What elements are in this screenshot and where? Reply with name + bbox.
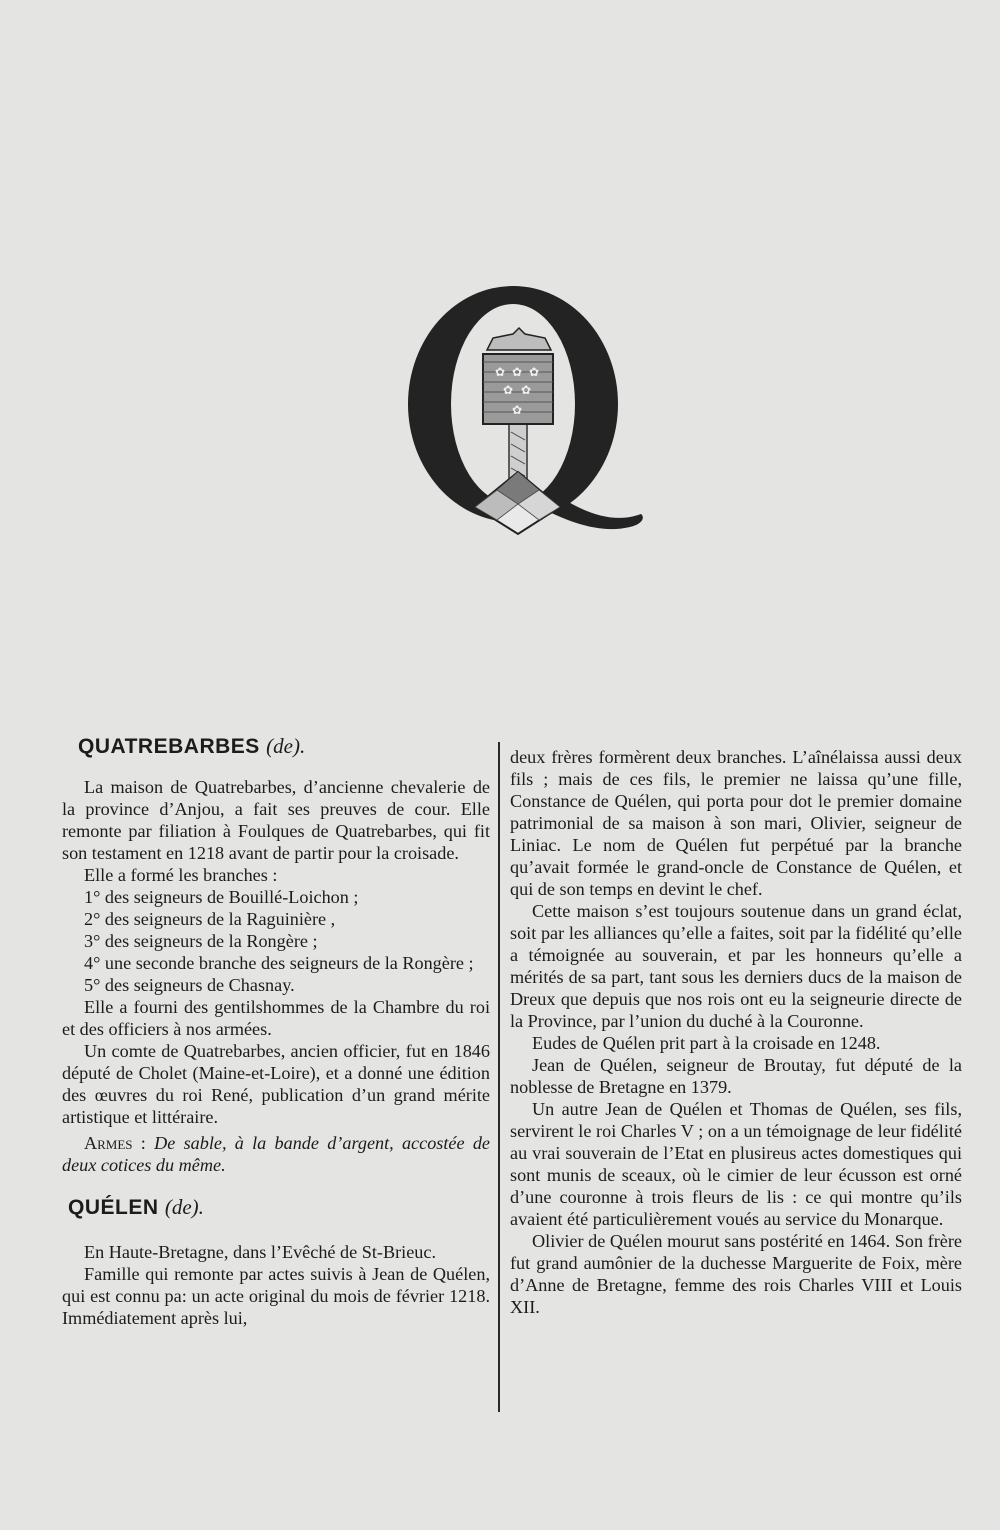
coat-of-arms-icon: [483, 328, 553, 424]
entry-name: QUÉLEN: [68, 1196, 159, 1219]
svg-text:✿: ✿: [521, 383, 532, 397]
paragraph: Eudes de Quélen prit part à la croisade en 1248.: [532, 1033, 881, 1053]
svg-text:✿: ✿: [529, 365, 540, 379]
right-column: [510, 746, 962, 1318]
paragraph: Jean de Quélen, seigneur de Broutay, fut député de la noblesse de Bretagne en 1379.: [510, 1055, 962, 1097]
paragraph: Famille qui remonte par actes suivis à Jean de Quélen, qui est connu pa: un acte original du mois de février 1218. Immédiatement après lui,: [62, 1264, 490, 1328]
svg-text:✿: ✿: [503, 383, 514, 397]
entry-particle: (de).: [164, 1195, 204, 1219]
paragraph: Olivier de Quélen mourut sans postérité en 1464. Son frère fut grand aumônier de la duchesse Marguerite de Foix, mère d’Anne de Bretagne, femme des rois Charles VIII et Louis XII.: [510, 1231, 962, 1317]
paragraph: Elle a formé les branches :: [84, 865, 278, 885]
paragraph: 2° des seigneurs de la Raguinière ,: [84, 909, 336, 929]
paragraph: Elle a fourni des gentilshommes de la Chambre du roi et des officiers à nos armées.: [62, 997, 490, 1039]
arms-label: Armes: [84, 1133, 133, 1153]
paragraph: Cette maison s’est toujours soutenue dans un grand éclat, soit par les alliances qu’elle a faites, soit par la fidélité qu’elle a témoignée au souverain, et par les honneurs qu’elle a mérités de sa part, tant sous les derniers ducs de la maison de Dreux que depuis que nos rois ont eu la seigneurie directe de la Province, par l’union du duché à la Couronne.: [510, 901, 962, 1031]
arms-separator: :: [132, 1133, 155, 1153]
paragraph: 5° des seigneurs de Chasnay.: [84, 975, 295, 995]
entry-particle: (de).: [266, 734, 306, 758]
paragraph: 4° une seconde branche des seigneurs de la Rongère ;: [84, 953, 474, 973]
paragraph: La maison de Quatrebarbes, d’ancienne chevalerie de la province d’Anjou, a fait ses preuves de cour. Elle remonte par filiation à Foulques de Quatrebarbes, qui fit son testament en 1218 avant de partir pour la croisade.: [62, 777, 490, 863]
paragraph: 1° des seigneurs de Bouillé-Loichon ;: [84, 887, 359, 907]
paragraph: Un comte de Quatrebarbes, ancien officier, fut en 1846 député de Cholet (Maine-et-Loire), et a donné une édition des œuvres du roi René, publication d’un grand mérite artistique et littéraire.: [62, 1041, 490, 1127]
left-column: [62, 735, 490, 1329]
arms-text: De sable, à la bande d’argent, accostée de deux cotices du même.: [62, 1133, 490, 1175]
entry-heading-quatrebarbes: [78, 735, 490, 758]
ornamental-initial-q: [395, 272, 645, 557]
paragraph: 3° des seigneurs de la Rongère ;: [84, 931, 318, 951]
entry-name: QUATREBARBES: [78, 735, 260, 758]
entry-heading-quelen: [68, 1196, 490, 1219]
paragraph: Un autre Jean de Quélen et Thomas de Quélen, ses fils, servirent le roi Charles V ; on a un témoignage de leur fidélité au vrai souverain de l’Etat en plusireus actes domestiques qui sont munis de sceaux, où le cimier de leur écusson est orné d’une couronne à trois fleurs de lis : ce qui montre qu’ils avaient été particulièrement voués au service du Monarque.: [510, 1099, 962, 1229]
svg-text:✿: ✿: [495, 365, 506, 379]
paragraph: deux frères formèrent deux branches. L’aînélaissa aussi deux fils ; mais de ces fils, le premier ne laissa qu’une fille, Constance de Quélen, qui porta pour dot le premier domaine patrimonial de sa maison à son mari, Olivier, seigneur de Liniac. Le nom de Quélen fut perpétué par la branche qu’avait formée le grand-oncle de Constance de Quélen, et qui de son temps en devint le chef.: [510, 747, 962, 899]
svg-text:✿: ✿: [512, 365, 523, 379]
paragraph: En Haute-Bretagne, dans l’Evêché de St-Brieuc.: [84, 1242, 436, 1262]
svg-text:✿: ✿: [512, 403, 523, 417]
arms-blazon: [62, 1132, 490, 1176]
column-divider: [498, 742, 500, 1412]
